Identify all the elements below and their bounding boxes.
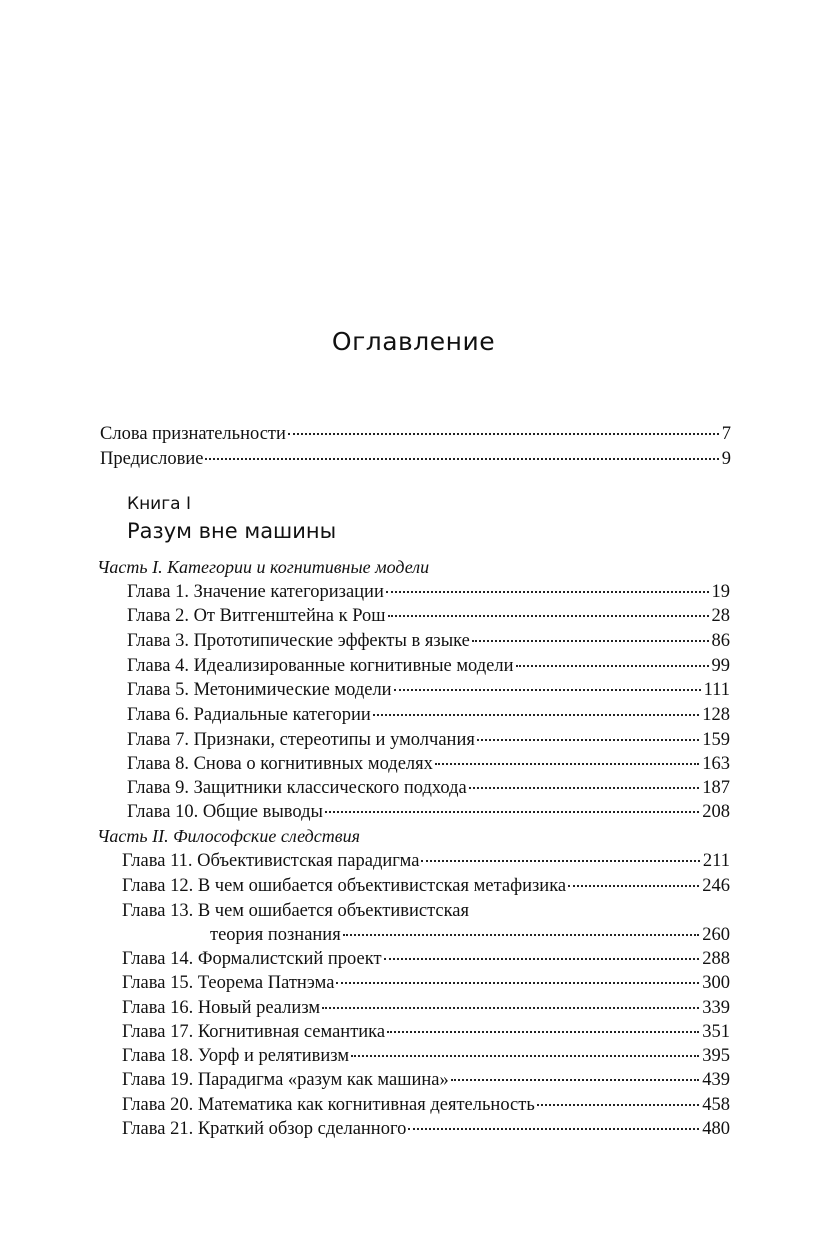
dot-leader — [394, 689, 701, 691]
entry-page: 19 — [711, 582, 730, 602]
dot-leader — [435, 763, 699, 765]
toc-entry-acknowledgements — [100, 424, 731, 448]
entry-page: 246 — [702, 876, 730, 896]
entry-label: Глава 16. Новый реализм — [122, 998, 321, 1018]
book-label: Книга I — [127, 494, 191, 514]
chapter-entry — [122, 1119, 730, 1143]
entry-page: 111 — [703, 680, 730, 700]
chapter-entry — [122, 851, 730, 875]
entry-page: 395 — [702, 1046, 730, 1066]
chapter-entry — [127, 754, 730, 778]
entry-label: Глава 19. Парадигма «разум как машина» — [122, 1070, 449, 1090]
chapter-entry — [122, 876, 730, 900]
entry-page: 7 — [721, 424, 731, 444]
dot-leader — [384, 958, 700, 960]
chapter-entry — [127, 606, 730, 630]
chapter-entry — [127, 778, 730, 802]
dot-leader — [351, 1055, 699, 1057]
dot-leader — [537, 1104, 699, 1106]
chapter-entry-label: Глава 13. В чем ошибается объективистская — [122, 901, 470, 921]
entry-page: 211 — [702, 851, 730, 871]
dot-leader — [388, 615, 709, 617]
chapter-entry — [122, 949, 730, 973]
entry-label: Глава 10. Общие выводы — [127, 802, 323, 822]
entry-label: Глава 8. Снова о когнитивных моделях — [127, 754, 433, 774]
dot-leader — [477, 739, 699, 741]
entry-page: 163 — [702, 754, 730, 774]
entry-label: Глава 20. Математика как когнитивная деятельность — [122, 1095, 535, 1115]
entry-page: 458 — [702, 1095, 730, 1115]
chapter-entry — [127, 705, 730, 729]
entry-label: Глава 2. От Витгенштейна к Рош — [127, 606, 386, 626]
chapter-entry — [122, 973, 730, 997]
entry-page: 260 — [702, 925, 730, 945]
entry-label: Глава 15. Теорема Патнэма — [122, 973, 335, 993]
entry-page: 208 — [702, 802, 730, 822]
entry-label: Глава 11. Объективистская парадигма — [122, 851, 420, 871]
entry-page: 9 — [721, 449, 731, 469]
entry-label: Глава 21. Краткий обзор сделанного — [122, 1119, 407, 1139]
chapter-entry — [127, 680, 730, 704]
entry-page: 28 — [711, 606, 730, 626]
dot-leader — [516, 665, 709, 667]
dot-leader — [472, 640, 709, 642]
chapter-entry — [127, 730, 730, 754]
dot-leader — [469, 787, 699, 789]
entry-label: Глава 18. Уорф и релятивизм — [122, 1046, 350, 1066]
dot-leader — [288, 433, 719, 435]
entry-label: Глава 3. Прототипические эффекты в языке — [127, 631, 470, 651]
entry-label: Глава 4. Идеализированные когнитивные модели — [127, 656, 514, 676]
entry-page: 86 — [711, 631, 730, 651]
part-heading: Часть II. Философские следствия — [97, 826, 360, 846]
entry-label: Предисловие — [100, 449, 204, 469]
dot-leader — [325, 811, 699, 813]
dot-leader — [387, 1031, 699, 1033]
chapter-entry — [122, 1095, 730, 1119]
chapter-entry — [210, 925, 730, 949]
part-heading: Часть I. Категории и когнитивные модели — [97, 557, 430, 577]
chapter-entry — [122, 998, 730, 1022]
chapter-entry — [122, 1022, 730, 1046]
entry-page: 187 — [702, 778, 730, 798]
entry-page: 300 — [702, 973, 730, 993]
entry-label: Глава 17. Когнитивная семантика — [122, 1022, 386, 1042]
entry-label: Глава 12. В чем ошибается объективистская метафизика — [122, 876, 567, 896]
dot-leader — [205, 458, 718, 460]
dot-leader — [421, 860, 700, 862]
page-title: Оглавление — [331, 327, 496, 356]
entry-page: 159 — [702, 730, 730, 750]
entry-label: Глава 6. Радиальные категории — [127, 705, 371, 725]
entry-page: 351 — [702, 1022, 730, 1042]
dot-leader — [568, 885, 699, 887]
chapter-entry — [127, 631, 730, 655]
chapter-entry — [127, 802, 730, 826]
entry-label: Глава 14. Формалистский проект — [122, 949, 382, 969]
entry-page: 339 — [702, 998, 730, 1018]
entry-label: Глава 9. Защитники классического подхода — [127, 778, 467, 798]
book-title: Разум вне машины — [127, 519, 337, 543]
chapter-entry — [127, 582, 730, 606]
entry-label: Глава 5. Метонимические модели — [127, 680, 392, 700]
entry-label: Глава 7. Признаки, стереотипы и умолчания — [127, 730, 475, 750]
chapter-entry — [122, 1046, 730, 1070]
dot-leader — [386, 591, 709, 593]
dot-leader — [336, 982, 699, 984]
dot-leader — [451, 1079, 700, 1081]
entry-page: 480 — [702, 1119, 730, 1139]
dot-leader — [322, 1007, 699, 1009]
entry-page: 99 — [711, 656, 730, 676]
entry-label: Глава 1. Значение категоризации — [127, 582, 384, 602]
chapter-entry — [122, 1070, 730, 1094]
entry-page: 128 — [702, 705, 730, 725]
dot-leader — [408, 1128, 699, 1130]
entry-label-continued: теория познания — [210, 925, 341, 945]
chapter-entry — [127, 656, 730, 680]
entry-page: 439 — [702, 1070, 730, 1090]
dot-leader — [343, 934, 700, 936]
entry-page: 288 — [702, 949, 730, 969]
toc-entry-preface — [100, 449, 731, 473]
dot-leader — [373, 714, 699, 716]
entry-label: Слова признательности — [100, 424, 286, 444]
